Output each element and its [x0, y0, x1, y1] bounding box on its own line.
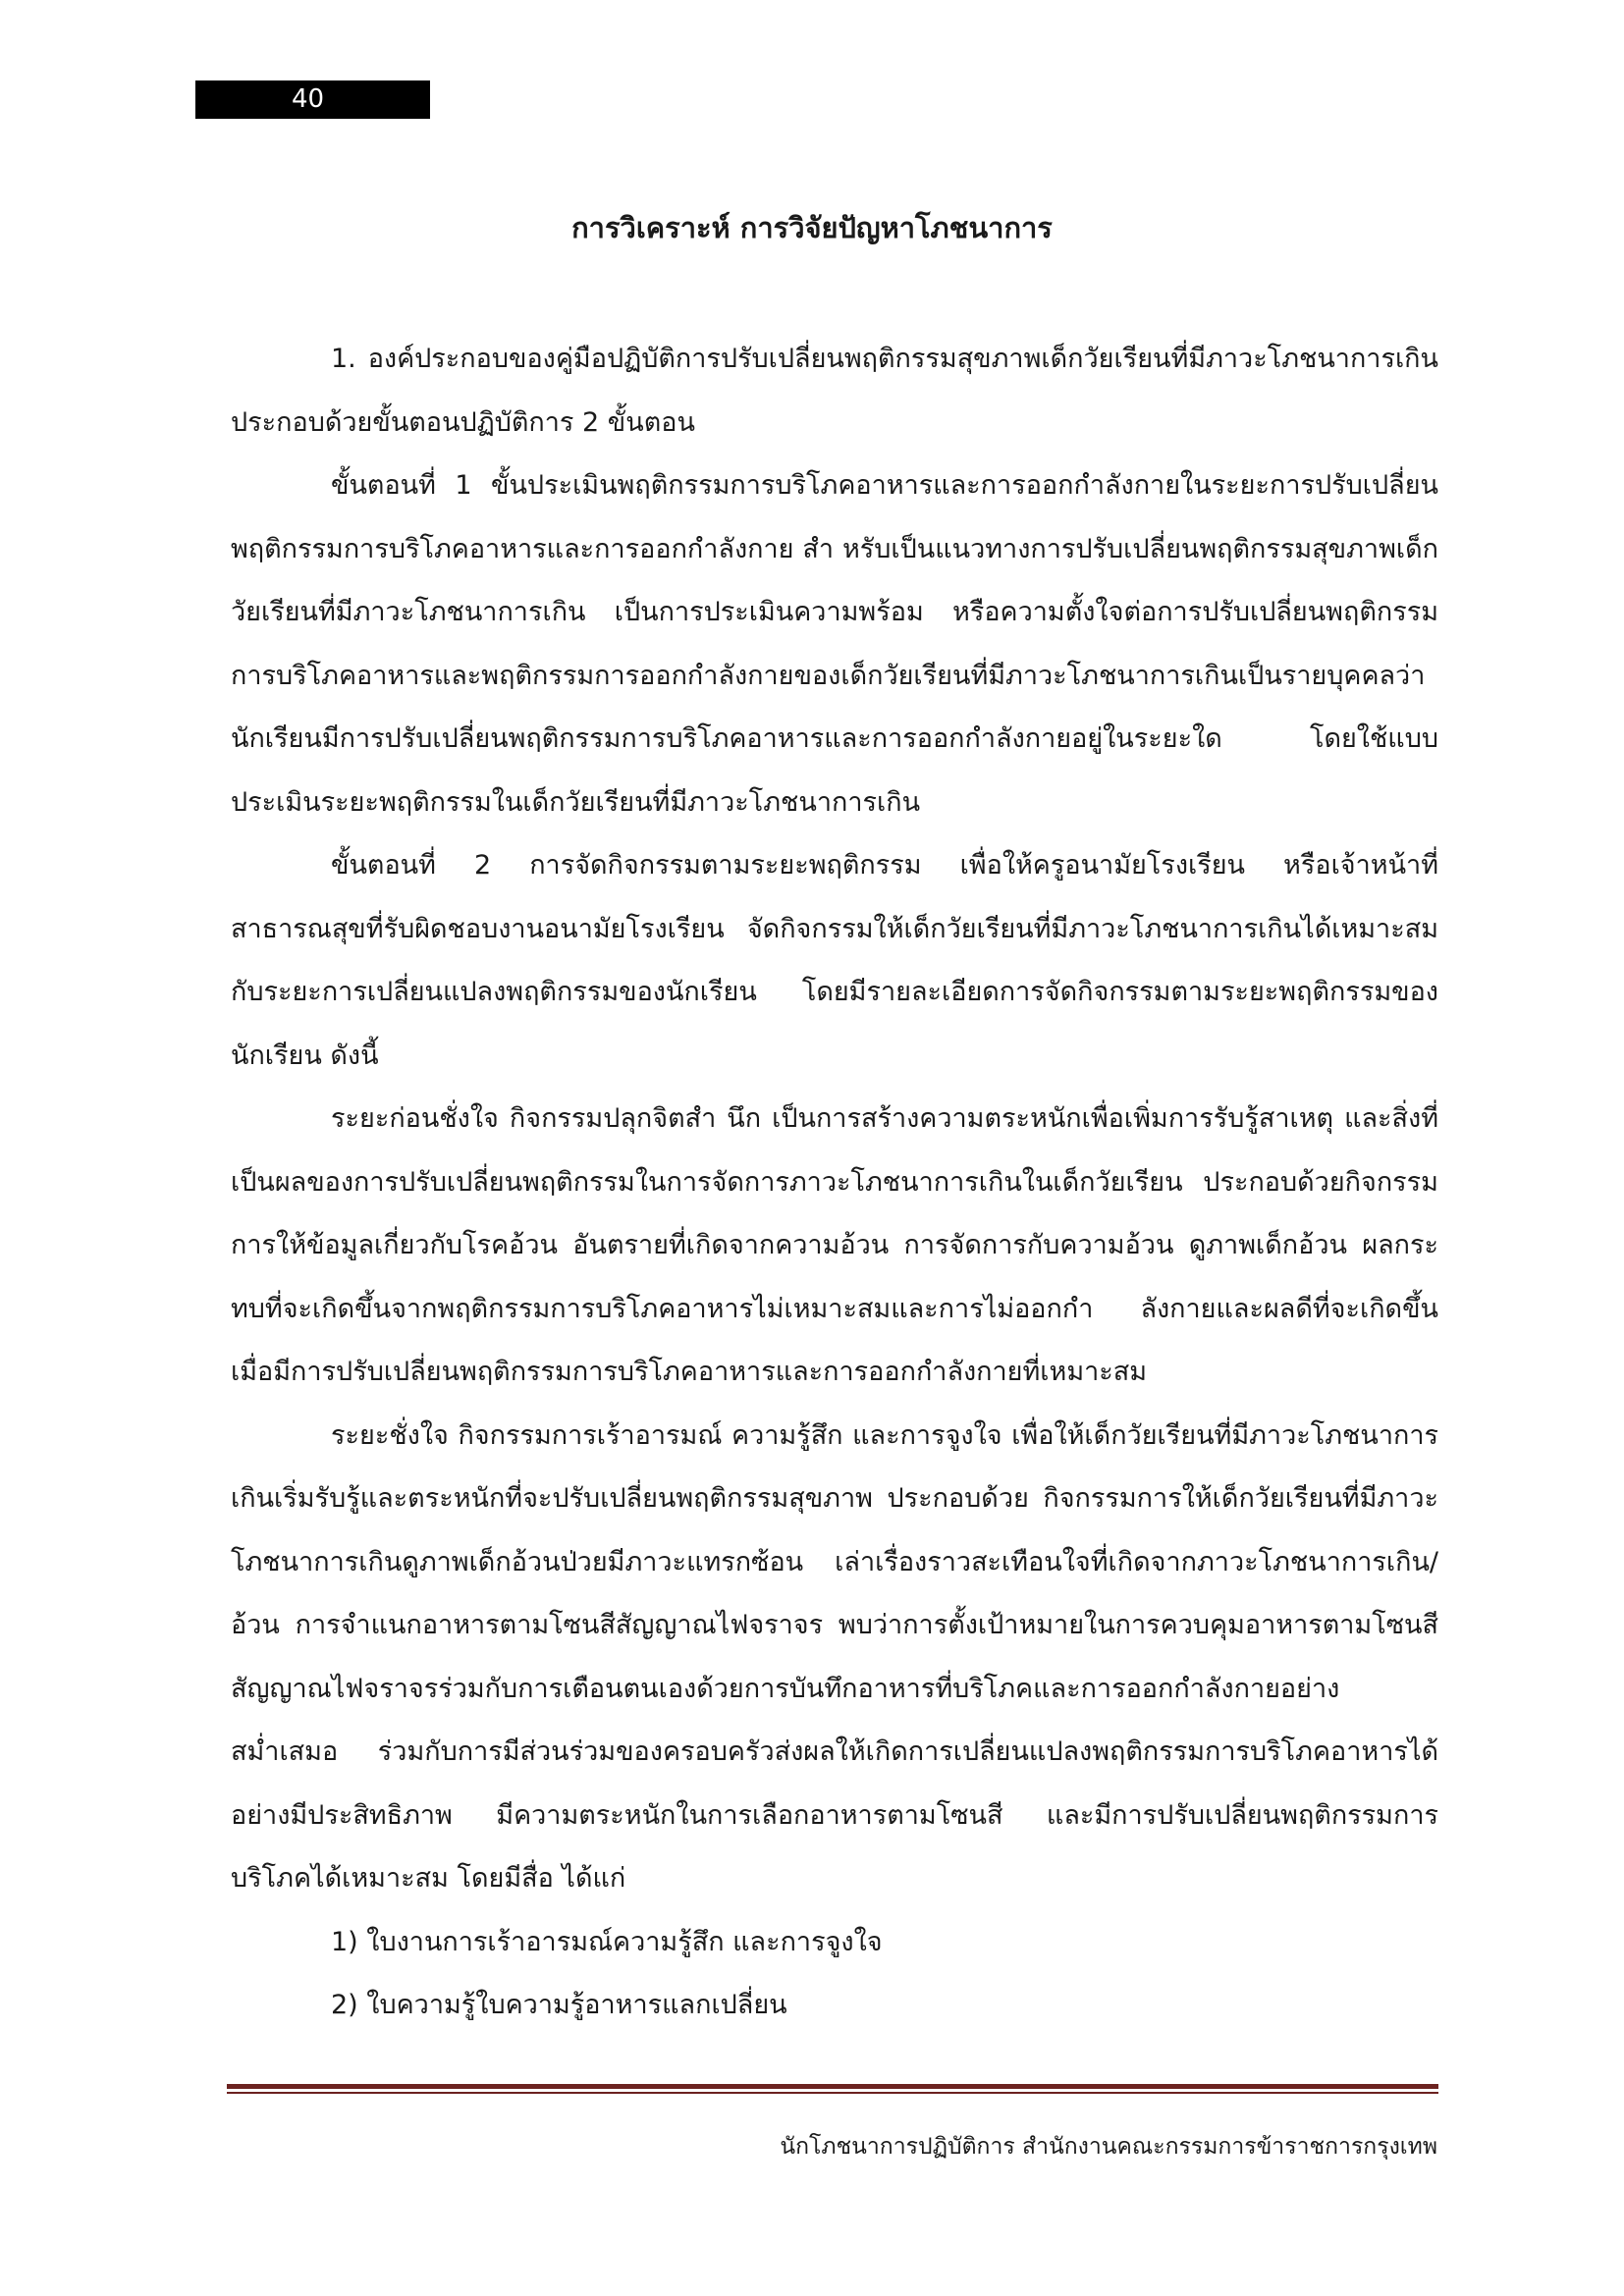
footer-text: นักโภชนาการปฏิบัติการ สำนักงานคณะกรรมการข้าราชการกรุงเทพ [780, 2134, 1437, 2160]
page-number-bar [195, 80, 430, 119]
paragraph-step-1: ขั้นตอนที่ 1 ขั้นประเมินพฤติกรรมการบริโภคอาหารและการออกกำลังกายในระยะการปรับเปลี่ยนพฤติกรรมการบริโภคอาหารและการออกกำลังกาย สำ หรับเป็นแนวทางการปรับเปลี่ยนพฤติกรรมสุขภาพเด็กวัยเรียนที่มีภาวะโภชนาการเกิน เป็นการประเมินความพร้อม หรือความตั้งใจต่อการปรับเปลี่ยนพฤติกรรมการบริโภคอาหารและพฤติกรรมการออกกำลังกายของเด็กวัยเรียนที่มีภาวะโภชนาการเกินเป็นรายบุคคลว่า นักเรียนมีการปรับเปลี่ยนพฤติกรรมการบริโภคอาหารและการออกกำลังกายอยู่ในระยะใด โดยใช้แบบประเมินระยะพฤติกรรมในเด็กวัยเรียนที่มีภาวะโภชนาการเกิน [231, 470, 1438, 818]
paragraph-precontemplation: ระยะก่อนชั่งใจ กิจกรรมปลุกจิตสำ นึก เป็นการสร้างความตระหนักเพื่อเพิ่มการรับรู้สาเหตุ และสิ่งที่เป็นผลของการปรับเปลี่ยนพฤติกรรมในการจัดการภาวะโภชนาการเกินในเด็กวัยเรียน ประกอบด้วยกิจกรรมการให้ข้อมูลเกี่ยวกับโรคอ้วน อันตรายที่เกิดจากความอ้วน การจัดการกับความอ้วน ดูภาพเด็กอ้วน ผลกระทบที่จะเกิดขึ้นจากพฤติกรรมการบริโภคอาหารไม่เหมาะสมและการไม่ออกกำ ลังกายและผลดีที่จะเกิดขึ้นเมื่อมีการปรับเปลี่ยนพฤติกรรมการบริโภคอาหารและการออกกำลังกายที่เหมาะสม [231, 1103, 1438, 1387]
body-text [231, 328, 1438, 2038]
paragraph-step-2: ขั้นตอนที่ 2 การจัดกิจกรรมตามระยะพฤติกรรม เพื่อให้ครูอนามัยโรงเรียน หรือเจ้าหน้าที่สาธารณสุขที่รับผิดชอบงานอนามัยโรงเรียน จัดกิจกรรมให้เด็กวัยเรียนที่มีภาวะโภชนาการเกินได้เหมาะสมกับระยะการเปลี่ยนแปลงพฤติกรรมของนักเรียน โดยมีรายละเอียดการจัดกิจกรรมตามระยะพฤติกรรมของนักเรียน ดังนี้ [231, 850, 1438, 1071]
page-number: 40 [292, 84, 325, 114]
paragraph-contemplation: ระยะชั่งใจ กิจกรรมการเร้าอารมณ์ ความรู้สึก และการจูงใจ เพื่อให้เด็กวัยเรียนที่มีภาวะโภชนาการเกินเริ่มรับรู้และตระหนักที่จะปรับเปลี่ยนพฤติกรรมสุขภาพ ประกอบด้วย กิจกรรมการให้เด็กวัยเรียนที่มีภาวะโภชนาการเกินดูภาพเด็กอ้วนป่วยมีภาวะแทรกซ้อน เล่าเรื่องราวสะเทือนใจที่เกิดจากภาวะโภชนาการเกิน/อ้วน การจำแนกอาหารตามโซนสีสัญญาณไฟจราจร พบว่าการตั้งเป้าหมายในการควบคุมอาหารตามโซนสีสัญญาณไฟจราจรร่วมกับการเตือนตนเองด้วยการบันทึกอาหารที่บริโภคและการออกกำลังกายอย่างสม่ำเสมอ ร่วมกับการมีส่วนร่วมของครอบครัวส่งผลให้เกิดการเปลี่ยนแปลงพฤติกรรมการบริโภคอาหารได้อย่างมีประสิทธิภาพ มีความตระหนักในการเลือกอาหารตามโซนสี และมีการปรับเปลี่ยนพฤติกรรมการบริโภคได้เหมาะสม โดยมีสื่อ ได้แก่ [231, 1419, 1438, 1894]
list-item: 2) ใบความรู้ใบความรู้อาหารแลกเปลี่ยน [331, 1990, 787, 2020]
page-title: การวิเคราะห์ การวิจัยปัญหาโภชนาการ [571, 211, 1053, 244]
list-item: 1) ใบงานการเร้าอารมณ์ความรู้สึก และการจูงใจ [331, 1926, 883, 1957]
paragraph-components: 1. องค์ประกอบของคู่มือปฏิบัติการปรับเปลี่ยนพฤติกรรมสุขภาพเด็กวัยเรียนที่มีภาวะโภชนาการเกินประกอบด้วยขั้นตอนปฏิบัติการ 2 ขั้นตอน [231, 344, 1438, 438]
footer-divider-thin [227, 2092, 1438, 2094]
footer-divider [227, 2084, 1438, 2089]
